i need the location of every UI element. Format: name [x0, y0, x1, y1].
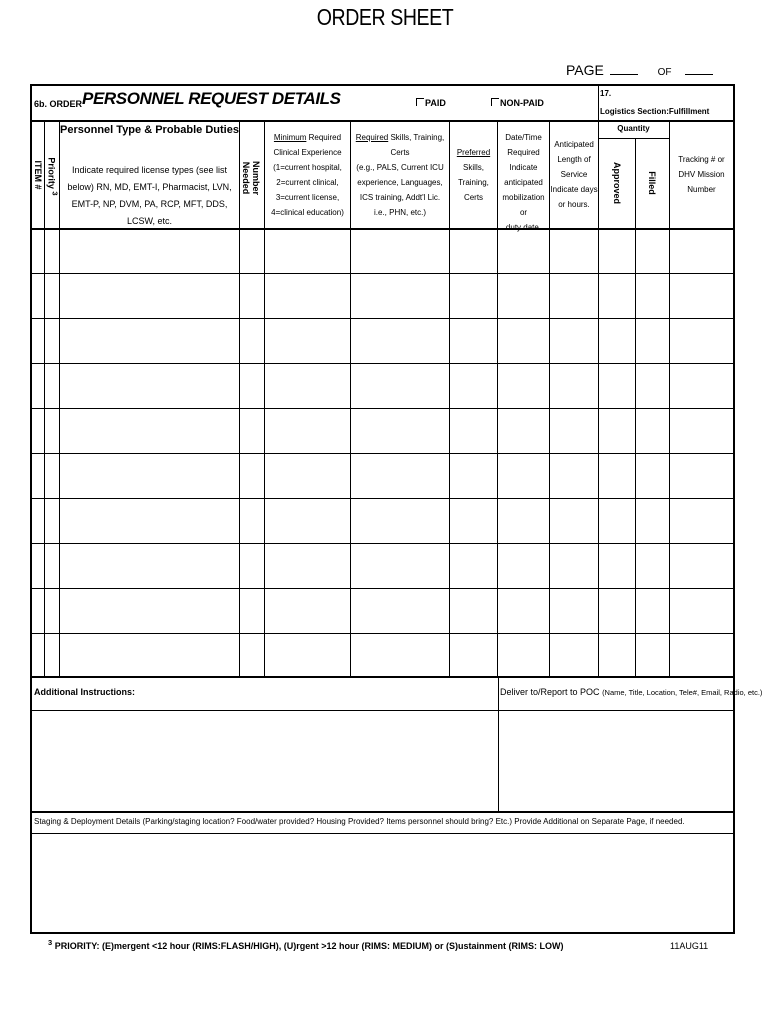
table-row[interactable] — [32, 273, 733, 274]
deliver-to-detail: (Name, Title, Location, Tele#, Email, Radio, etc.) — [602, 688, 763, 697]
additional-instructions-label: Additional Instructions: — [34, 687, 135, 697]
personnel-type-header: Personnel Type & Probable Duties — [60, 124, 239, 136]
logistics-number: 17. — [600, 89, 612, 98]
nonpaid-checkbox[interactable] — [491, 98, 499, 106]
date-time-line: Required — [507, 148, 540, 157]
preferred-item: Skills, — [463, 163, 484, 172]
priority-header-text: Priority — [46, 157, 57, 189]
paid-label: PAID — [425, 98, 446, 108]
date-time-header — [498, 130, 549, 235]
tracking-header — [670, 152, 733, 197]
tracking-line: Number — [687, 185, 716, 194]
of-label: OF — [657, 67, 672, 78]
page-label: PAGE — [566, 62, 604, 78]
nonpaid-option[interactable] — [491, 98, 544, 108]
service-length-line: Indicate days — [550, 185, 598, 194]
paid-checkbox[interactable] — [416, 98, 424, 106]
preferred-underline: Preferred — [456, 148, 491, 157]
logistics-label: Logistics Section:Fulfillment — [600, 107, 710, 116]
footnote-superscript: 3 — [48, 938, 53, 947]
preferred-item: Certs — [463, 193, 484, 202]
min-experience-item: (1=current hospital, — [273, 163, 342, 172]
paid-option[interactable] — [416, 98, 446, 108]
deliver-to-label — [500, 687, 762, 697]
order-form — [30, 84, 763, 934]
min-experience-item: 3=current license, — [275, 193, 340, 202]
service-length-header — [550, 137, 598, 212]
priority-superscript: 3 — [50, 191, 60, 196]
additional-instructions-field[interactable] — [32, 711, 498, 811]
required-skills-header — [351, 130, 449, 220]
staging-details-label: Staging & Deployment Details (Parking/staging location? Food/water provided? Housing Provided? Items personnel should bring? Etc.) Provide Additional on Separate Page, if needed. — [34, 817, 685, 826]
preferred-item: Training, — [458, 178, 489, 187]
table-row[interactable] — [32, 498, 733, 499]
service-length-line: or hours. — [558, 200, 590, 209]
tracking-line: Tracking # or — [678, 155, 725, 164]
tracking-line: DHV Mission — [678, 170, 725, 179]
required-skills-item: (e.g., PALS, Current ICU — [356, 163, 444, 172]
date-time-line: Indicate — [509, 163, 538, 172]
page-total-field[interactable] — [685, 62, 713, 75]
required-skills-item: experience, Languages, — [357, 178, 443, 187]
required-skills-item: i.e., PHN, etc.) — [373, 208, 426, 217]
min-experience-item: 4=clinical education) — [271, 208, 344, 217]
min-experience-text: Required Clinical Experience — [273, 133, 342, 157]
page-number-line — [566, 62, 715, 78]
filled-header: Filled — [647, 171, 657, 195]
section-title: PERSONNEL REQUEST DETAILS — [82, 89, 341, 108]
date-time-line: duty date. — [505, 223, 542, 232]
form-code: 11AUG11 — [670, 941, 709, 951]
required-skills-text: Skills, Training, Certs — [390, 133, 445, 157]
table-row[interactable] — [32, 588, 733, 589]
approved-header: Approved — [612, 161, 622, 204]
priority-footnote — [48, 938, 564, 951]
page-title: ORDER SHEET — [316, 4, 454, 30]
table-row[interactable] — [32, 363, 733, 364]
date-time-line: Date/Time — [505, 133, 542, 142]
service-length-line: Anticipated — [554, 140, 594, 149]
quantity-header: Quantity — [617, 124, 650, 133]
date-time-line: anticipated — [504, 178, 543, 187]
priority-header — [47, 157, 60, 197]
table-row[interactable] — [32, 408, 733, 409]
preferred-skills-header — [450, 145, 497, 205]
number-needed-header: Number Needed — [241, 160, 261, 195]
deliver-to-text: Deliver to/Report to POC — [500, 687, 600, 697]
nonpaid-label: NON-PAID — [500, 98, 544, 108]
table-row[interactable] — [32, 633, 733, 634]
order-label: 6b. ORDER — [34, 99, 83, 109]
page-number-field[interactable] — [610, 62, 638, 75]
min-experience-underline: Minimum — [273, 133, 307, 142]
deliver-to-field[interactable] — [499, 711, 733, 811]
priority-footnote-text: PRIORITY: (E)mergent <12 hour (RIMS:FLASH/HIGH), (U)rgent >12 hour (RIMS: MEDIUM) or (S)ustainment (RIMS: LOW) — [54, 941, 564, 951]
min-experience-item: 2=current clinical, — [276, 178, 339, 187]
table-row[interactable] — [32, 318, 733, 319]
item-number-header: ITEM # — [33, 160, 43, 190]
min-experience-header — [265, 130, 350, 220]
staging-details-field[interactable] — [32, 834, 733, 932]
required-skills-item: ICS training, Addt'l Lic. — [359, 193, 441, 202]
date-time-line: mobilization or — [502, 193, 545, 217]
table-row[interactable] — [32, 453, 733, 454]
personnel-type-description: Indicate required license types (see list below) RN, MD, EMT-I, Pharmacist, LVN, EMT-P, NP, DVM, PA, RCP, MFT, DDS, LCSW, etc. — [67, 165, 232, 226]
required-skills-underline: Required — [355, 133, 389, 142]
service-length-line: Length of — [557, 155, 591, 164]
table-row[interactable] — [32, 543, 733, 544]
service-length-line: Service — [560, 170, 588, 179]
